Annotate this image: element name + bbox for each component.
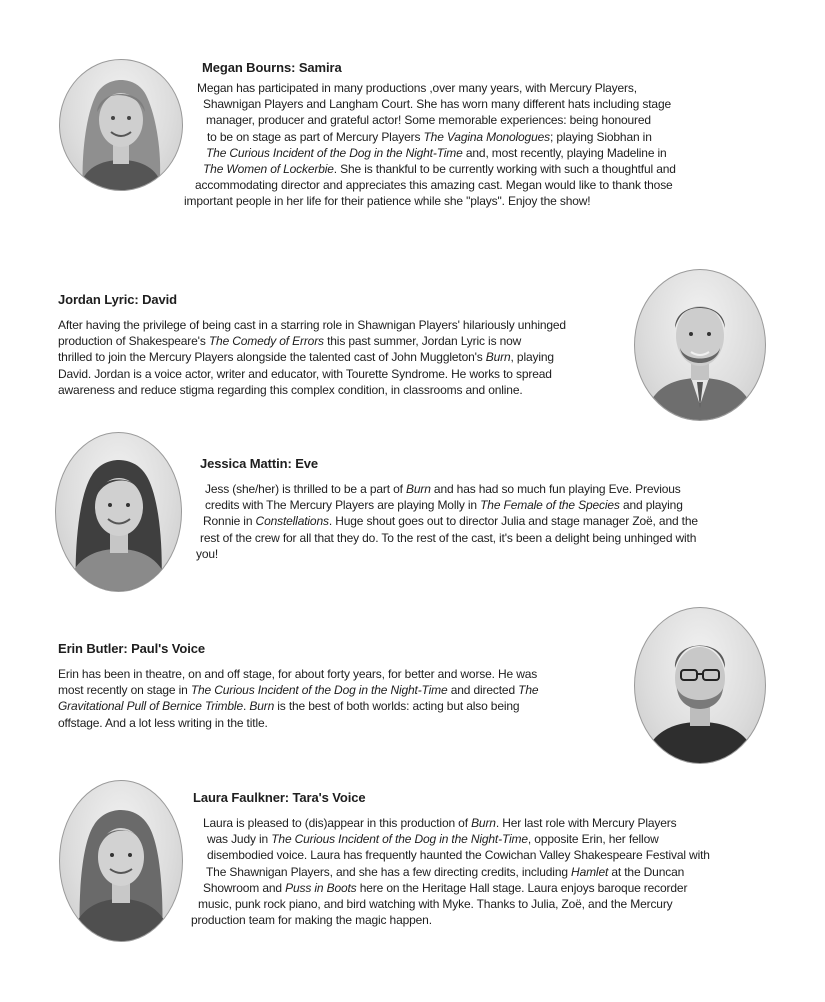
bio-line: you! (196, 546, 219, 561)
bio-line: music, punk rock piano, and bird watching with Myke. Thanks to Julia, Zoë, and the Mercury (198, 897, 673, 912)
performer-name: Megan Bourns: Samira (202, 60, 342, 75)
portrait-man-suit-icon (635, 270, 765, 420)
bio-line: After having the privilege of being cast in a starring role in Shawnigan Players' hilariously unhinged (58, 318, 566, 332)
performer-bio (58, 317, 566, 398)
performer-name: Laura Faulkner: Tara's Voice (193, 790, 366, 805)
bio-line: manager, producer and grateful actor! Some memorable experiences: being honoured (206, 113, 651, 128)
performer-bio (0, 80, 825, 210)
performer-bio (0, 481, 825, 562)
bio-line: The Curious Incident of the Dog in the Night-Time and, most recently, playing Madeline in (206, 145, 667, 160)
bio-line: production team for making the magic happen. (191, 913, 432, 928)
bio-line: production of Shakespeare's The Comedy of Errors this past summer, Jordan Lyric is now (58, 334, 522, 349)
performer-bio (0, 815, 825, 928)
bio-line: offstage. And a lot less writing in the title. (58, 715, 268, 730)
bio-line: accommodating director and appreciates this amazing cast. Megan would like to thank those (195, 178, 673, 193)
bio-line: Jess (she/her) is thrilled to be a part of Burn and has had so much fun playing Eve. Previous (205, 482, 681, 496)
headshot-erin-butler (634, 607, 766, 764)
bio-line: most recently on stage in The Curious Incident of the Dog in the Night-Time and directed The (58, 683, 539, 698)
performer-bio (58, 666, 538, 731)
bio-line: Laura is pleased to (dis)appear in this production of Burn. Her last role with Mercury Players (203, 816, 677, 830)
performer-name: Jessica Mattin: Eve (200, 456, 319, 471)
bio-line: Ronnie in Constellations. Huge shout goes out to director Julia and stage manager Zoë, and the (203, 514, 698, 529)
bio-line: Shawnigan Players and Langham Court. She has worn many different hats including stage (203, 97, 671, 112)
bio-line: Showroom and Puss in Boots here on the Heritage Hall stage. Laura enjoys baroque recorder (203, 880, 688, 895)
bio-line: disembodied voice. Laura has frequently haunted the Cowichan Valley Shakespeare Festival with (207, 848, 710, 863)
bio-line: Gravitational Pull of Bernice Trimble. Burn is the best of both worlds: acting but also being (58, 699, 520, 714)
bio-line: David. Jordan is a voice actor, writer and educator, with Tourette Syndrome. He works to spread (58, 366, 552, 381)
bio-line: important people in her life for their patience while she "plays". Enjoy the show! (184, 194, 591, 209)
bio-line: Erin has been in theatre, on and off stage, for about forty years, for better and worse. He was (58, 667, 538, 681)
bio-line: The Shawnigan Players, and she has a few directing credits, including Hamlet at the Duncan (206, 864, 685, 879)
bio-line: credits with The Mercury Players are playing Molly in The Female of the Species and playing (205, 498, 683, 513)
bio-line: The Women of Lockerbie. She is thankful to be currently working with such a thoughtful and (203, 162, 676, 177)
bio-line: rest of the crew for all that they do. To the rest of the cast, it's been a delight being unhinged with (200, 530, 697, 545)
bio-line: was Judy in The Curious Incident of the Dog in the Night-Time, opposite Erin, her fellow (207, 832, 659, 847)
performer-name: Jordan Lyric: David (58, 292, 177, 307)
bio-line: to be on stage as part of Mercury Players The Vagina Monologues; playing Siobhan in (207, 129, 652, 144)
bio-line: Megan has participated in many productions ,over many years, with Mercury Players, (197, 81, 637, 95)
performer-name: Erin Butler: Paul's Voice (58, 641, 206, 656)
portrait-man-glasses-beard-icon (635, 608, 765, 763)
headshot-jordan-lyric (634, 269, 766, 421)
bio-line: awareness and reduce stigma regarding this complex condition, in classrooms and online. (58, 382, 523, 397)
bio-line: thrilled to join the Mercury Players alongside the talented cast of John Muggleton's Burn, playing (58, 350, 554, 365)
